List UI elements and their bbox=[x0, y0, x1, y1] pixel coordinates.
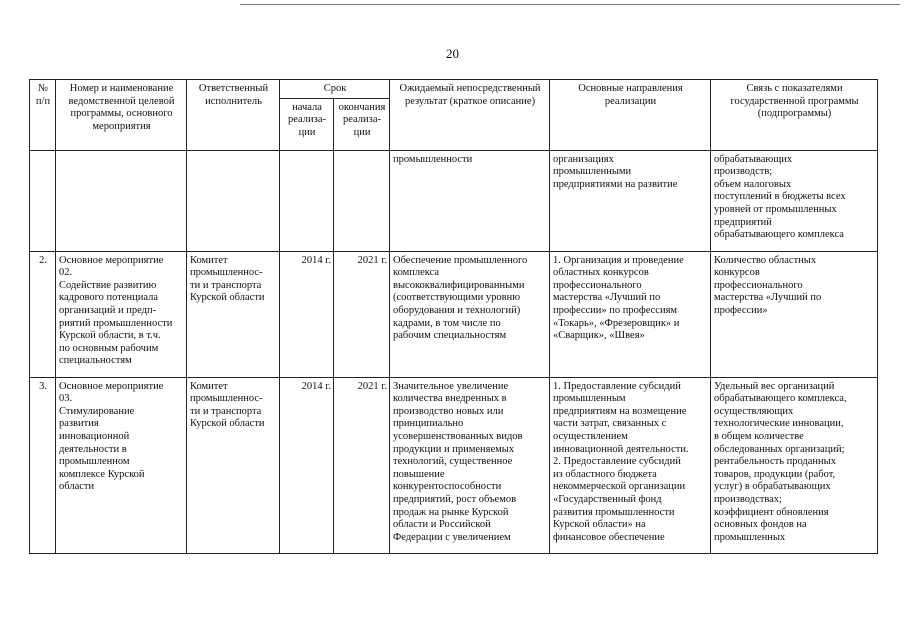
header-term: Срок bbox=[280, 80, 390, 99]
cell-end: 2021 г. bbox=[334, 251, 390, 377]
program-table bbox=[29, 79, 878, 554]
table-row bbox=[30, 150, 878, 251]
cell-start: 2014 г. bbox=[280, 377, 334, 553]
cell-result: Значительное увеличение количества внедренных в производство новых или принципиально усовершенствованных видов продукции и применяемых технологий, существенное повышение конкурентоспособности предприятий, рост объемов продаж на рынке Курской области и Российской Федерации с увеличением bbox=[390, 377, 550, 553]
cell-executor bbox=[187, 150, 280, 251]
table-header-row bbox=[30, 80, 878, 99]
table-row bbox=[30, 377, 878, 553]
cell-end bbox=[334, 150, 390, 251]
header-indicators: Связь с показателями государственной программы (подпрограммы) bbox=[711, 80, 878, 151]
cell-start: 2014 г. bbox=[280, 251, 334, 377]
table-row bbox=[30, 251, 878, 377]
header-result: Ожидаемый непосредственный результат (краткое описание) bbox=[390, 80, 550, 151]
header-num: № п/п bbox=[30, 80, 56, 151]
cell-program: Основное мероприятие 03. Стимулирование развития инновационной деятельности в промышленном комплексе Курской области bbox=[56, 377, 187, 553]
cell-executor: Комитет промышленнос- ти и транспорта Курской области bbox=[187, 251, 280, 377]
header-term-end: окончания реализа- ции bbox=[334, 98, 390, 150]
cell-result: Обеспечение промышленного комплекса высококвалифицированными (соответствующими уровню оборудования и технологий) кадрами, в том числе по рабочим специальностям bbox=[390, 251, 550, 377]
cell-program: Основное мероприятие 02. Содействие развитию кадрового потенциала организаций и предп- риятий промышленности Курской области, в т.ч. по основным рабочим специальностям bbox=[56, 251, 187, 377]
header-executor: Ответственный исполнитель bbox=[187, 80, 280, 151]
cell-num: 2. bbox=[30, 251, 56, 377]
cell-num: 3. bbox=[30, 377, 56, 553]
cell-program bbox=[56, 150, 187, 251]
header-program: Номер и наименование ведомственной целевой программы, основного мероприятия bbox=[56, 80, 187, 151]
cell-indicators: Количество областных конкурсов профессионального мастерства «Лучший по профессии» bbox=[711, 251, 878, 377]
cell-executor: Комитет промышленнос- ти и транспорта Курской области bbox=[187, 377, 280, 553]
cell-directions: организациях промышленными предприятиями на развитие bbox=[550, 150, 711, 251]
header-directions: Основные направления реализации bbox=[550, 80, 711, 151]
cell-result: промышленности bbox=[390, 150, 550, 251]
cell-num bbox=[30, 150, 56, 251]
cell-indicators: обрабатывающих производств; объем налоговых поступлений в бюджеты всех уровней от промышленных предприятий обрабатывающего комплекса bbox=[711, 150, 878, 251]
cell-directions: 1. Предоставление субсидий промышленным предприятиям на возмещение части затрат, связанных с осуществлением инновационной деятельности. 2. Предоставление субсидий из областного бюджета некоммерческой организации «Государственный фонд развития промышленности Курской области» на финансовое обеспечение bbox=[550, 377, 711, 553]
cell-indicators: Удельный вес организаций обрабатывающего комплекса, осуществляющих технологические инновации, в общем количестве обследованных организаций; рентабельность проданных товаров, продукции (работ, услуг) в обрабатывающих производствах; коэффициент обновления основных фондов на промышленных bbox=[711, 377, 878, 553]
page-number: 20 bbox=[446, 46, 459, 61]
cell-start bbox=[280, 150, 334, 251]
top-rule bbox=[240, 4, 900, 5]
cell-end: 2021 г. bbox=[334, 377, 390, 553]
header-term-start: начала реализа- ции bbox=[280, 98, 334, 150]
cell-directions: 1. Организация и проведение областных конкурсов профессионального мастерства «Лучший по профессии» по профессиям «Токарь», «Фрезеровщик» и «Сварщик», «Швея» bbox=[550, 251, 711, 377]
